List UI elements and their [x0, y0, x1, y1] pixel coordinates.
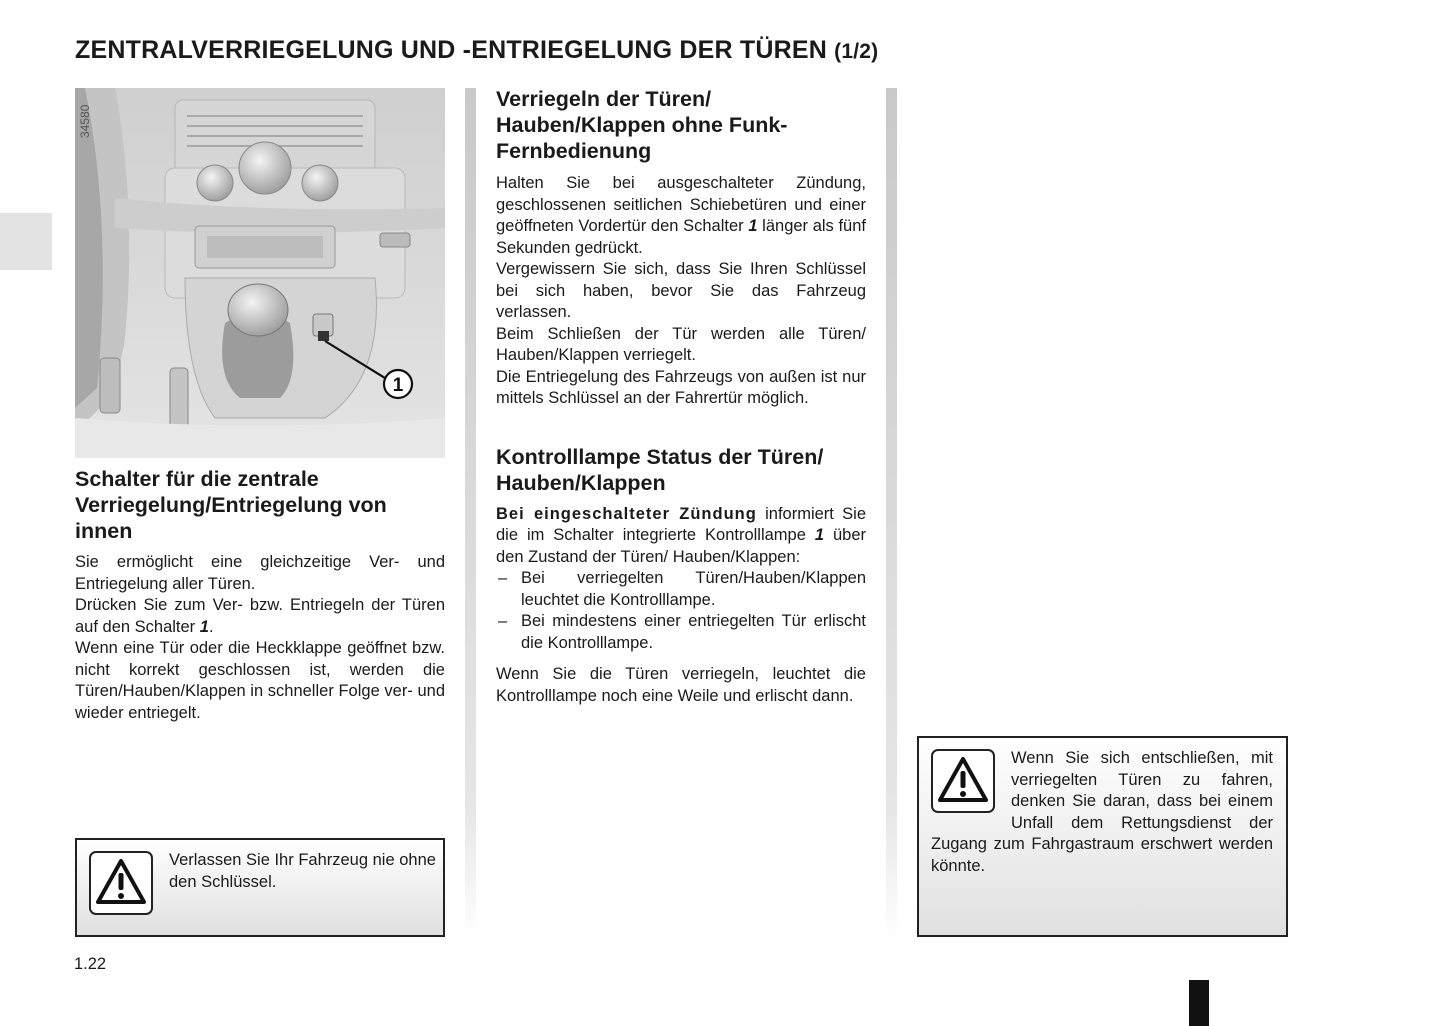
warning-icon [89, 851, 153, 915]
locking-paragraph-2: Vergewissern Sie sich, dass Sie Ihren Schlüssel bei sich haben, bevor Sie das Fahrzeug verlassen. [496, 260, 866, 321]
warning-text-right: Wenn Sie sich entschließen, mit verriegelten Türen zu fahren, denken Sie daran, dass bei einem Unfall dem Rettungsdienst der Zugang zum Fahrgastraum erschwert werden könnte. [931, 749, 1273, 875]
locking-switch-ref: 1 [748, 217, 758, 235]
locking-paragraph-4: Die Entriegelung des Fahrzeugs von außen ist nur mittels Schlüssel an der Fahrertür möglich. [496, 367, 866, 407]
indicator-paragraph-1-text: informiert Sie die im Schalter integrierte Kontrolllampe [496, 504, 866, 544]
locking-heading: Verriegeln der Türen/ Hauben/Klappen ohne Funk-Fernbedienung [496, 87, 788, 163]
switch-heading: Schalter für die zentrale Verriegelung/Entriegelung von innen [75, 467, 387, 543]
warning-box-right [917, 736, 1288, 937]
left-paragraph-3: Wenn eine Tür oder die Heckklappe geöffnet bzw. nicht korrekt geschlossen ist, werden die Türen/Hauben/Klappen in schneller Folge ver- und wieder entriegelt. [75, 639, 445, 722]
title-text: ZENTRALVERRIEGELUNG UND -ENTRIEGELUNG DER TÜREN [75, 36, 828, 64]
left-column [75, 466, 445, 724]
column-divider-left [465, 88, 476, 938]
page-number: 1.22 [74, 955, 107, 973]
image-code: 34580 [78, 104, 92, 138]
icon-spacer [931, 748, 1011, 816]
title-page-part: (1/2) [834, 40, 879, 63]
chapter-marker [1189, 980, 1209, 1026]
dashboard-figure [75, 88, 445, 458]
indicator-paragraph-1-text-end: über den Zustand der Türen/ Hauben/Klappen: [496, 526, 867, 566]
column-divider-right [886, 88, 897, 938]
page-title [75, 36, 878, 65]
indicator-paragraph-1 [496, 504, 866, 569]
left-paragraph-2 [75, 595, 445, 638]
indicator-heading: Kontrolllampe Status der Türen/ Hauben/Klappen [496, 444, 824, 495]
dashboard-illustration [75, 88, 445, 458]
indicator-list [496, 568, 866, 654]
locking-paragraph-3: Beim Schließen der Tür werden alle Türen/ Hauben/Klappen verriegelt. [496, 324, 866, 364]
list-item: – Bei verriegelten Türen/Hauben/Klappen leuchtet die Kontrolllampe. [496, 568, 866, 611]
switch-ref: 1 [199, 617, 209, 636]
warning-text-right-wrap [931, 748, 1273, 877]
indicator-switch-ref: 1 [814, 526, 825, 544]
ignition-on-label: Bei eingeschalteter Zündung [496, 504, 757, 523]
warning-text-left: Verlassen Sie Ihr Fahrzeug nie ohne den Schlüssel. [169, 851, 436, 891]
left-paragraph-2-period: . [208, 617, 214, 636]
locking-paragraph-1 [496, 173, 866, 259]
list-item: – Bei mindestens einer entriegelten Tür erlischt die Kontrolllampe. [496, 611, 866, 654]
left-paragraph-1: Sie ermöglicht eine gleichzeitige Ver- und Entriegelung aller Türen. [75, 553, 445, 593]
locking-paragraph-1-text: Halten Sie bei ausgeschalteter Zündung, geschlossenen seitlichen Schiebetüren und einer geöffneten Vordertür den Schalter [496, 174, 866, 235]
left-paragraph-2-text: Drücken Sie zum Ver- bzw. Entriegeln der Türen auf den Schalter [75, 596, 445, 636]
callout-label: 1 [392, 375, 404, 396]
warning-box-left [75, 838, 445, 937]
chapter-tab [0, 213, 52, 270]
middle-column [496, 86, 866, 707]
locking-paragraph-1-text-end: länger als fünf Sekunden gedrückt. [496, 217, 866, 257]
indicator-paragraph-2: Wenn Sie die Türen verriegeln, leuchtet die Kontrolllampe noch eine Weile und erlischt dann. [496, 665, 866, 705]
